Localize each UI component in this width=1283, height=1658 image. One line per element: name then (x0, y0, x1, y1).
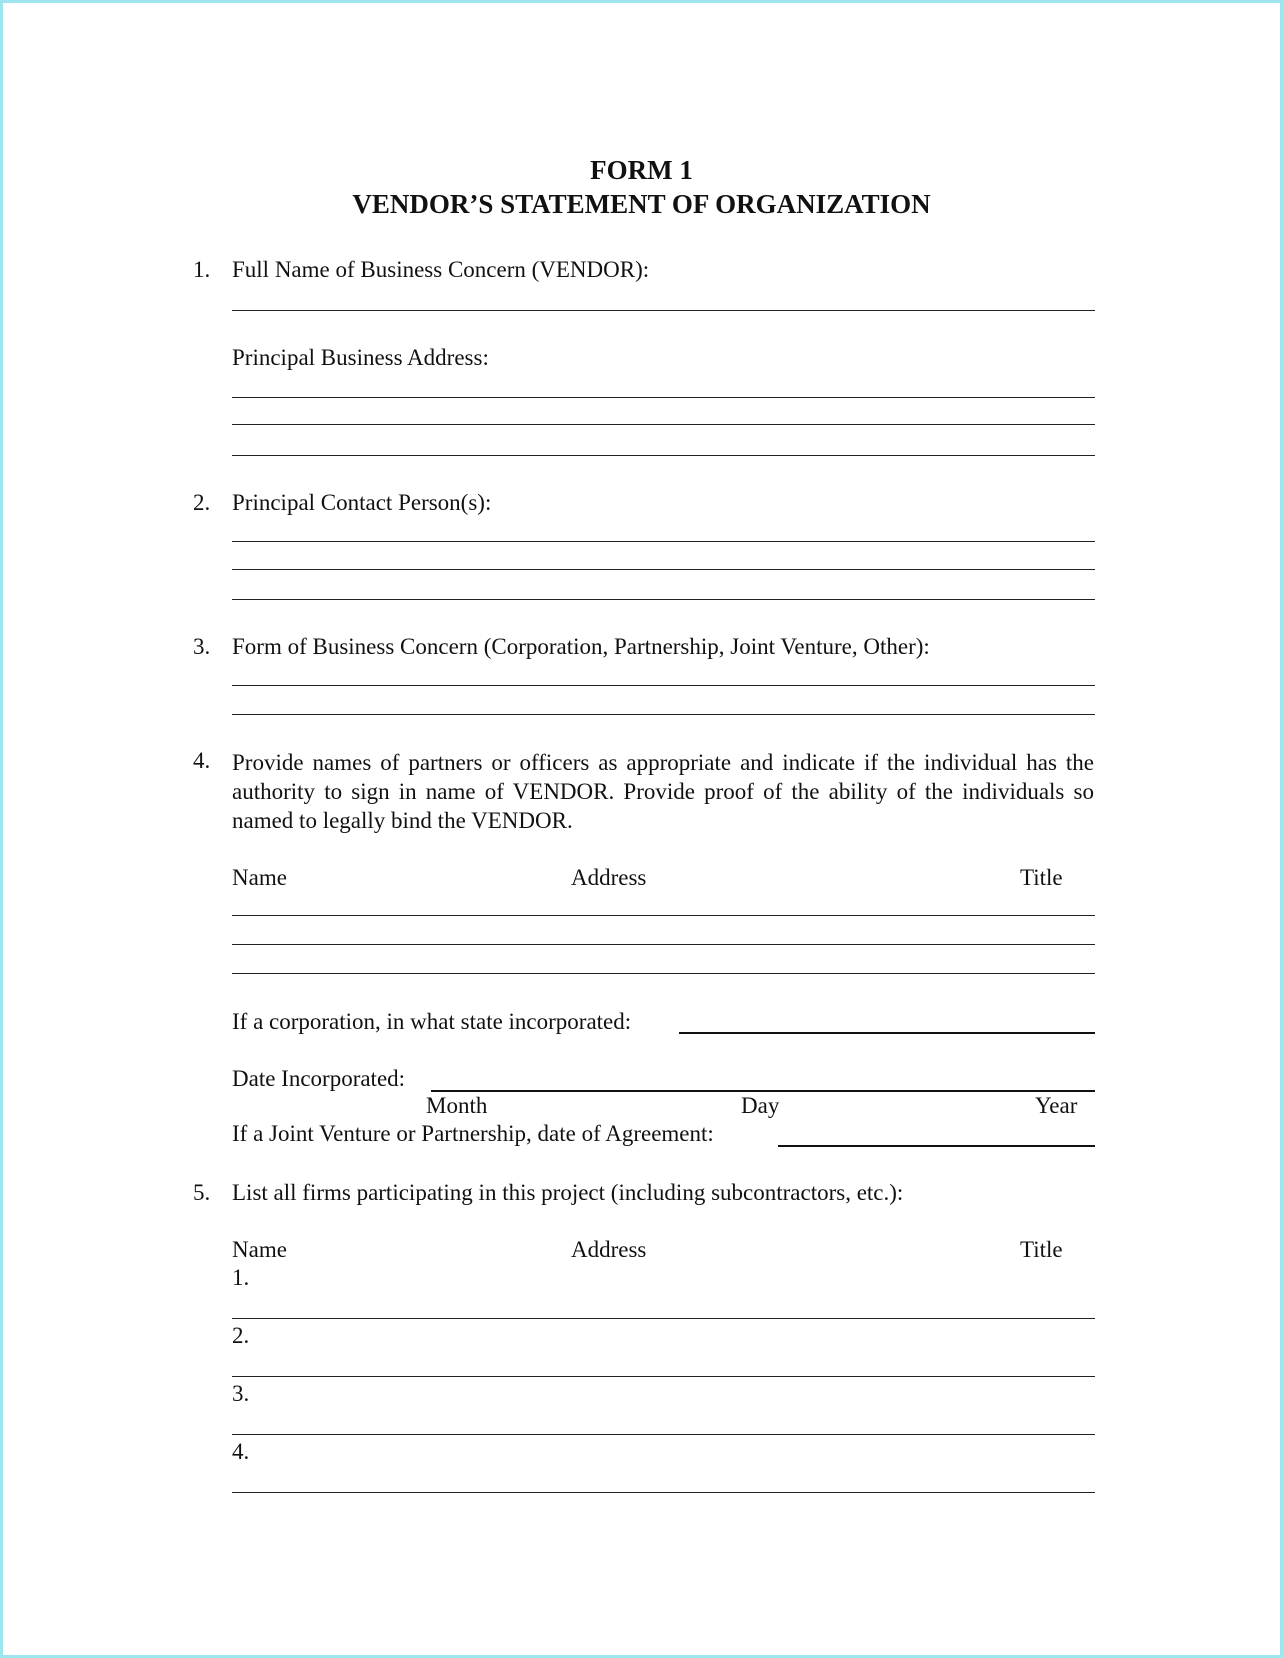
section-3-number: 3. (193, 634, 211, 659)
firm-row-number: 2. (232, 1323, 250, 1348)
state-incorporated-line[interactable] (679, 1032, 1095, 1034)
address-line-3[interactable] (232, 455, 1095, 456)
date-month-label: Month (426, 1093, 488, 1118)
firm-line-2[interactable] (232, 1376, 1095, 1377)
business-form-line-2[interactable] (232, 714, 1095, 715)
partners-instructions: Provide names of partners or officers as appropriate and indicate if the individual has the authority to sign in name of VENDOR. Provide proof of the ability of the individuals so named to legally bind the VENDOR. (232, 750, 1094, 833)
officers-col-name: Name (232, 865, 287, 890)
participating-firms-label: List all firms participating in this project (including subcontractors, etc.): (232, 1180, 904, 1205)
officer-line-3[interactable] (232, 973, 1095, 974)
principal-address-label: Principal Business Address: (232, 345, 489, 370)
firm-row-number: 3. (232, 1381, 250, 1406)
contact-line-2[interactable] (232, 569, 1095, 570)
date-year-label: Year (1035, 1093, 1078, 1118)
firms-col-title: Title (1020, 1237, 1063, 1262)
firm-line-4[interactable] (232, 1492, 1095, 1493)
date-incorporated-label: Date Incorporated: (232, 1066, 406, 1091)
date-incorporated-line[interactable] (431, 1090, 1095, 1092)
firm-row-number: 4. (232, 1439, 250, 1464)
form-number: FORM 1 (590, 155, 693, 185)
section-1-number: 1. (193, 257, 211, 282)
officers-col-title: Title (1020, 865, 1063, 890)
firm-line-3[interactable] (232, 1434, 1095, 1435)
contact-line-3[interactable] (232, 599, 1095, 600)
section-5-number: 5. (193, 1180, 211, 1205)
firm-line-1[interactable] (232, 1318, 1095, 1319)
joint-venture-label: If a Joint Venture or Partnership, date of Agreement: (232, 1121, 714, 1146)
firms-col-address: Address (571, 1237, 647, 1262)
address-line-2[interactable] (232, 424, 1095, 425)
officer-line-2[interactable] (232, 944, 1095, 945)
officer-line-1[interactable] (232, 915, 1095, 916)
firm-row-number: 1. (232, 1265, 250, 1290)
form-title: VENDOR’S STATEMENT OF ORGANIZATION (352, 189, 931, 219)
section-4-number: 4. (193, 748, 211, 773)
state-incorporated-label: If a corporation, in what state incorporated: (232, 1009, 632, 1034)
full-name-line[interactable] (232, 310, 1095, 311)
full-name-label: Full Name of Business Concern (VENDOR): (232, 257, 650, 282)
date-day-label: Day (741, 1093, 780, 1118)
business-form-line-1[interactable] (232, 685, 1095, 686)
address-line-1[interactable] (232, 397, 1095, 398)
business-form-label: Form of Business Concern (Corporation, Partnership, Joint Venture, Other): (232, 634, 930, 659)
officers-col-address: Address (571, 865, 647, 890)
contact-line-1[interactable] (232, 541, 1095, 542)
section-2-number: 2. (193, 490, 211, 515)
contact-person-label: Principal Contact Person(s): (232, 490, 492, 515)
firms-col-name: Name (232, 1237, 287, 1262)
joint-venture-line[interactable] (778, 1145, 1095, 1147)
